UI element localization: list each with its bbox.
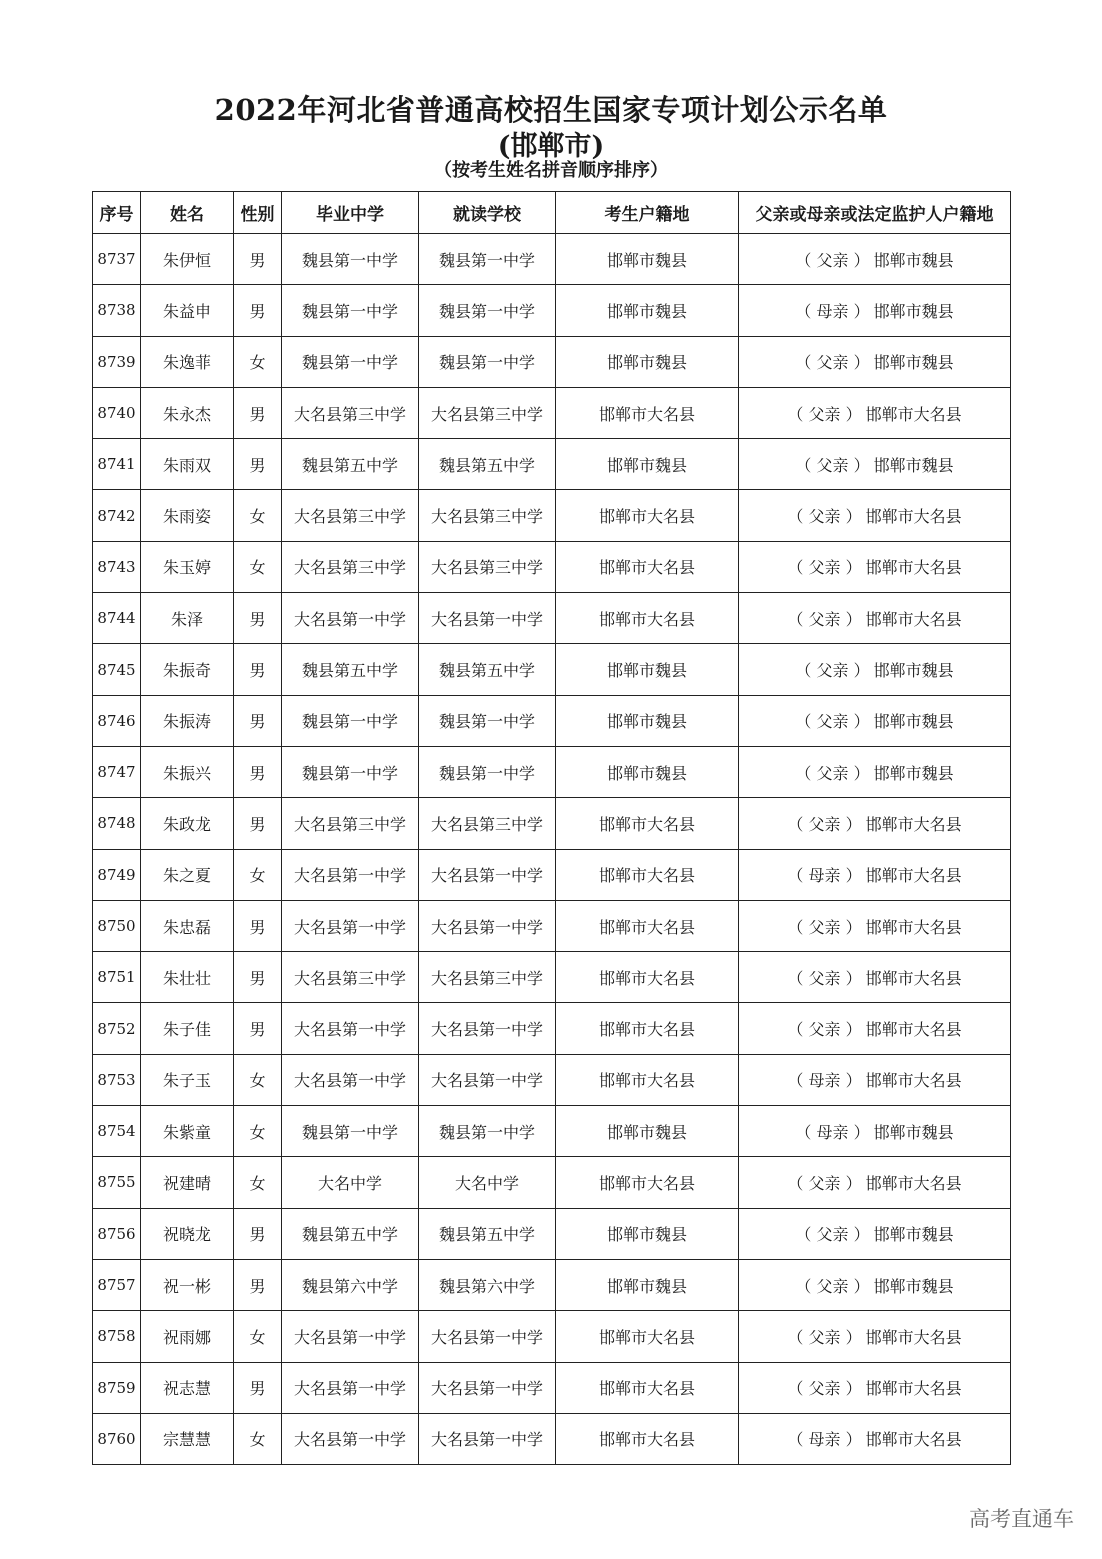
- cell-current-school: 魏县第一中学: [419, 746, 556, 797]
- cell-name: 祝一彬: [141, 1259, 234, 1310]
- header-current-school: 就读学校: [419, 192, 556, 234]
- guardian-hukou: 邯郸市大名县: [865, 404, 962, 424]
- table-row: [93, 593, 1011, 644]
- cell-current-school: 魏县第六中学: [419, 1259, 556, 1310]
- cell-hukou: 邯郸市魏县: [556, 746, 739, 797]
- cell-guardian-hukou: [739, 1054, 1011, 1105]
- cell-current-school: 魏县第一中学: [419, 285, 556, 336]
- cell-hukou: 邯郸市大名县: [556, 1311, 739, 1362]
- guardian-hukou: 邯郸市大名县: [865, 1020, 962, 1040]
- cell-no: 8739: [93, 336, 141, 387]
- cell-guardian-hukou: [739, 900, 1011, 951]
- cell-hukou: 邯郸市魏县: [556, 234, 739, 285]
- cell-hukou: 邯郸市大名县: [556, 387, 739, 438]
- cell-grad-school: 大名县第三中学: [282, 387, 419, 438]
- cell-gender: 女: [234, 541, 282, 592]
- cell-current-school: 大名县第三中学: [419, 387, 556, 438]
- cell-gender: 男: [234, 900, 282, 951]
- cell-guardian-hukou: [739, 593, 1011, 644]
- cell-gender: 女: [234, 1413, 282, 1464]
- cell-name: 朱永杰: [141, 387, 234, 438]
- guardian-hukou: 邯郸市大名县: [865, 1173, 962, 1193]
- cell-no: 8745: [93, 644, 141, 695]
- cell-gender: 女: [234, 336, 282, 387]
- header-name: 姓名: [141, 192, 234, 234]
- cell-hukou: 邯郸市魏县: [556, 439, 739, 490]
- cell-hukou: 邯郸市大名县: [556, 798, 739, 849]
- guardian-relation: （ 父亲 ）: [787, 1020, 862, 1040]
- cell-gender: 男: [234, 234, 282, 285]
- guardian-relation: （ 父亲 ）: [787, 1173, 862, 1193]
- cell-grad-school: 大名县第三中学: [282, 798, 419, 849]
- cell-grad-school: 魏县第一中学: [282, 234, 419, 285]
- document-title: 2022年河北省普通高校招生国家专项计划公示名单: [214, 93, 888, 127]
- cell-hukou: 邯郸市大名县: [556, 1054, 739, 1105]
- guardian-hukou: 邯郸市大名县: [865, 1379, 962, 1399]
- cell-guardian-hukou: [739, 1208, 1011, 1259]
- cell-name: 朱之夏: [141, 849, 234, 900]
- cell-gender: 女: [234, 1106, 282, 1157]
- guardian-hukou: 邯郸市魏县: [873, 661, 954, 681]
- table-row: [93, 336, 1011, 387]
- cell-grad-school: 大名县第一中学: [282, 593, 419, 644]
- guardian-hukou: 邯郸市大名县: [865, 609, 962, 629]
- cell-grad-school: 大名县第一中学: [282, 1413, 419, 1464]
- cell-name: 朱雨姿: [141, 490, 234, 541]
- cell-current-school: 魏县第一中学: [419, 1106, 556, 1157]
- watermark: 高考直通车: [969, 1507, 1074, 1531]
- cell-name: 祝建晴: [141, 1157, 234, 1208]
- cell-current-school: 大名县第一中学: [419, 900, 556, 951]
- guardian-relation: （ 父亲 ）: [787, 968, 862, 988]
- guardian-relation: （ 父亲 ）: [787, 507, 862, 527]
- header-no: 序号: [93, 192, 141, 234]
- cell-grad-school: 大名县第一中学: [282, 1362, 419, 1413]
- cell-current-school: 大名县第三中学: [419, 952, 556, 1003]
- cell-name: 祝晓龙: [141, 1208, 234, 1259]
- cell-grad-school: 魏县第一中学: [282, 1106, 419, 1157]
- cell-gender: 女: [234, 1054, 282, 1105]
- cell-name: 朱益申: [141, 285, 234, 336]
- guardian-relation: （ 父亲 ）: [795, 250, 870, 270]
- cell-current-school: 大名县第三中学: [419, 541, 556, 592]
- cell-guardian-hukou: [739, 1413, 1011, 1464]
- cell-hukou: 邯郸市魏县: [556, 336, 739, 387]
- table-row: [93, 695, 1011, 746]
- table-row: [93, 541, 1011, 592]
- cell-no: 8752: [93, 1003, 141, 1054]
- guardian-relation: （ 父亲 ）: [795, 1276, 870, 1296]
- guardian-relation: （ 父亲 ）: [787, 1327, 862, 1347]
- cell-hukou: 邯郸市魏县: [556, 1106, 739, 1157]
- cell-gender: 男: [234, 952, 282, 1003]
- cell-gender: 男: [234, 1259, 282, 1310]
- cell-guardian-hukou: [739, 234, 1011, 285]
- cell-name: 朱振奇: [141, 644, 234, 695]
- cell-no: 8754: [93, 1106, 141, 1157]
- cell-no: 8751: [93, 952, 141, 1003]
- cell-guardian-hukou: [739, 695, 1011, 746]
- cell-no: 8742: [93, 490, 141, 541]
- cell-gender: 男: [234, 798, 282, 849]
- guardian-relation: （ 父亲 ）: [795, 763, 870, 783]
- cell-current-school: 大名县第一中学: [419, 1413, 556, 1464]
- cell-current-school: 大名县第一中学: [419, 849, 556, 900]
- guardian-hukou: 邯郸市大名县: [865, 1327, 962, 1347]
- cell-current-school: 大名县第一中学: [419, 1362, 556, 1413]
- cell-guardian-hukou: [739, 746, 1011, 797]
- guardian-relation: （ 母亲 ）: [787, 1071, 862, 1091]
- header-hukou: 考生户籍地: [556, 192, 739, 234]
- cell-gender: 男: [234, 695, 282, 746]
- cell-hukou: 邯郸市大名县: [556, 490, 739, 541]
- cell-hukou: 邯郸市魏县: [556, 1208, 739, 1259]
- cell-guardian-hukou: [739, 952, 1011, 1003]
- table-row: [93, 798, 1011, 849]
- guardian-hukou: 邯郸市大名县: [865, 866, 962, 886]
- guardian-hukou: 邯郸市大名县: [865, 1071, 962, 1091]
- cell-grad-school: 大名县第三中学: [282, 952, 419, 1003]
- table-row: [93, 849, 1011, 900]
- guardian-hukou: 邯郸市魏县: [873, 301, 954, 321]
- cell-current-school: 魏县第一中学: [419, 234, 556, 285]
- cell-no: 8740: [93, 387, 141, 438]
- guardian-relation: （ 母亲 ）: [795, 1122, 870, 1142]
- guardian-relation: （ 父亲 ）: [795, 1225, 870, 1245]
- table-row: [93, 1259, 1011, 1310]
- cell-gender: 女: [234, 490, 282, 541]
- table-row: [93, 746, 1011, 797]
- cell-name: 祝志慧: [141, 1362, 234, 1413]
- cell-no: 8746: [93, 695, 141, 746]
- cell-current-school: 魏县第五中学: [419, 644, 556, 695]
- table-row: [93, 1413, 1011, 1464]
- cell-grad-school: 魏县第五中学: [282, 439, 419, 490]
- cell-hukou: 邯郸市魏县: [556, 285, 739, 336]
- cell-no: 8757: [93, 1259, 141, 1310]
- cell-name: 宗慧慧: [141, 1413, 234, 1464]
- cell-hukou: 邯郸市大名县: [556, 849, 739, 900]
- table-row: [93, 1311, 1011, 1362]
- cell-no: 8753: [93, 1054, 141, 1105]
- cell-current-school: 魏县第五中学: [419, 439, 556, 490]
- cell-no: 8760: [93, 1413, 141, 1464]
- cell-hukou: 邯郸市大名县: [556, 1157, 739, 1208]
- guardian-hukou: 邯郸市魏县: [873, 712, 954, 732]
- guardian-relation: （ 父亲 ）: [787, 404, 862, 424]
- cell-hukou: 邯郸市大名县: [556, 952, 739, 1003]
- cell-guardian-hukou: [739, 1259, 1011, 1310]
- table-row: [93, 644, 1011, 695]
- guardian-hukou: 邯郸市大名县: [865, 507, 962, 527]
- cell-current-school: 大名县第一中学: [419, 1003, 556, 1054]
- cell-name: 朱紫童: [141, 1106, 234, 1157]
- cell-grad-school: 魏县第一中学: [282, 336, 419, 387]
- guardian-hukou: 邯郸市魏县: [873, 763, 954, 783]
- cell-current-school: 大名县第一中学: [419, 1311, 556, 1362]
- guardian-relation: （ 父亲 ）: [787, 558, 862, 578]
- cell-current-school: 大名县第三中学: [419, 798, 556, 849]
- cell-hukou: 邯郸市大名县: [556, 1362, 739, 1413]
- cell-grad-school: 大名县第一中学: [282, 1311, 419, 1362]
- guardian-hukou: 邯郸市大名县: [865, 558, 962, 578]
- cell-current-school: 魏县第一中学: [419, 695, 556, 746]
- cell-gender: 男: [234, 285, 282, 336]
- header-guardian-hukou: 父亲或母亲或法定监护人户籍地: [739, 192, 1011, 234]
- table-row: [93, 1054, 1011, 1105]
- cell-gender: 女: [234, 849, 282, 900]
- cell-grad-school: 魏县第六中学: [282, 1259, 419, 1310]
- document-note: （按考生姓名拼音顺序排序）: [434, 160, 668, 181]
- table-row: [93, 952, 1011, 1003]
- cell-name: 朱子佳: [141, 1003, 234, 1054]
- cell-guardian-hukou: [739, 1311, 1011, 1362]
- cell-guardian-hukou: [739, 1362, 1011, 1413]
- cell-no: 8737: [93, 234, 141, 285]
- cell-gender: 女: [234, 1157, 282, 1208]
- cell-hukou: 邯郸市魏县: [556, 644, 739, 695]
- cell-gender: 男: [234, 1362, 282, 1413]
- cell-name: 朱忠磊: [141, 900, 234, 951]
- table-header-row: [93, 192, 1011, 234]
- table-row: [93, 490, 1011, 541]
- cell-current-school: 大名县第三中学: [419, 490, 556, 541]
- cell-gender: 男: [234, 746, 282, 797]
- document-subtitle: (邯郸市): [497, 131, 605, 162]
- guardian-hukou: 邯郸市魏县: [873, 1276, 954, 1296]
- table-row: [93, 1208, 1011, 1259]
- table-row: [93, 1106, 1011, 1157]
- cell-gender: 男: [234, 644, 282, 695]
- cell-guardian-hukou: [739, 439, 1011, 490]
- cell-guardian-hukou: [739, 336, 1011, 387]
- guardian-relation: （ 母亲 ）: [795, 301, 870, 321]
- cell-grad-school: 大名县第三中学: [282, 541, 419, 592]
- cell-no: 8759: [93, 1362, 141, 1413]
- cell-gender: 男: [234, 1208, 282, 1259]
- guardian-relation: （ 父亲 ）: [787, 1379, 862, 1399]
- cell-grad-school: 魏县第一中学: [282, 285, 419, 336]
- cell-name: 朱玉婷: [141, 541, 234, 592]
- guardian-relation: （ 父亲 ）: [787, 917, 862, 937]
- cell-name: 朱政龙: [141, 798, 234, 849]
- guardian-relation: （ 母亲 ）: [787, 866, 862, 886]
- cell-no: 8756: [93, 1208, 141, 1259]
- cell-grad-school: 魏县第一中学: [282, 746, 419, 797]
- cell-current-school: 魏县第五中学: [419, 1208, 556, 1259]
- guardian-relation: （ 父亲 ）: [795, 712, 870, 732]
- cell-grad-school: 大名县第一中学: [282, 1054, 419, 1105]
- header-grad-school: 毕业中学: [282, 192, 419, 234]
- cell-guardian-hukou: [739, 541, 1011, 592]
- cell-no: 8749: [93, 849, 141, 900]
- guardian-relation: （ 父亲 ）: [795, 353, 870, 373]
- cell-name: 朱泽: [141, 593, 234, 644]
- cell-no: 8758: [93, 1311, 141, 1362]
- cell-no: 8738: [93, 285, 141, 336]
- guardian-hukou: 邯郸市魏县: [873, 455, 954, 475]
- cell-no: 8748: [93, 798, 141, 849]
- cell-gender: 男: [234, 593, 282, 644]
- cell-guardian-hukou: [739, 1157, 1011, 1208]
- cell-name: 朱振兴: [141, 746, 234, 797]
- cell-no: 8755: [93, 1157, 141, 1208]
- cell-name: 朱子玉: [141, 1054, 234, 1105]
- cell-guardian-hukou: [739, 849, 1011, 900]
- table-row: [93, 1157, 1011, 1208]
- cell-name: 朱逸菲: [141, 336, 234, 387]
- cell-name: 朱伊恒: [141, 234, 234, 285]
- cell-hukou: 邯郸市大名县: [556, 900, 739, 951]
- table-row: [93, 900, 1011, 951]
- cell-grad-school: 大名中学: [282, 1157, 419, 1208]
- cell-grad-school: 大名县第一中学: [282, 1003, 419, 1054]
- cell-no: 8741: [93, 439, 141, 490]
- guardian-hukou: 邯郸市大名县: [865, 814, 962, 834]
- cell-grad-school: 魏县第五中学: [282, 1208, 419, 1259]
- guardian-relation: （ 父亲 ）: [795, 661, 870, 681]
- cell-guardian-hukou: [739, 285, 1011, 336]
- cell-gender: 男: [234, 387, 282, 438]
- cell-no: 8747: [93, 746, 141, 797]
- cell-guardian-hukou: [739, 490, 1011, 541]
- guardian-hukou: 邯郸市大名县: [865, 1430, 962, 1450]
- cell-guardian-hukou: [739, 1106, 1011, 1157]
- cell-hukou: 邯郸市魏县: [556, 1259, 739, 1310]
- roster-table: [92, 191, 1011, 1465]
- header-gender: 性别: [234, 192, 282, 234]
- cell-grad-school: 大名县第三中学: [282, 490, 419, 541]
- table-row: [93, 234, 1011, 285]
- guardian-relation: （ 父亲 ）: [787, 609, 862, 629]
- cell-grad-school: 大名县第一中学: [282, 849, 419, 900]
- cell-guardian-hukou: [739, 798, 1011, 849]
- cell-hukou: 邯郸市大名县: [556, 593, 739, 644]
- cell-grad-school: 魏县第五中学: [282, 644, 419, 695]
- guardian-relation: （ 母亲 ）: [787, 1430, 862, 1450]
- cell-gender: 男: [234, 1003, 282, 1054]
- cell-guardian-hukou: [739, 387, 1011, 438]
- cell-guardian-hukou: [739, 644, 1011, 695]
- cell-gender: 女: [234, 1311, 282, 1362]
- table-row: [93, 285, 1011, 336]
- cell-hukou: 邯郸市大名县: [556, 1003, 739, 1054]
- cell-grad-school: 魏县第一中学: [282, 695, 419, 746]
- guardian-relation: （ 父亲 ）: [787, 814, 862, 834]
- cell-current-school: 大名县第一中学: [419, 593, 556, 644]
- cell-hukou: 邯郸市大名县: [556, 541, 739, 592]
- guardian-hukou: 邯郸市魏县: [873, 250, 954, 270]
- cell-hukou: 邯郸市魏县: [556, 695, 739, 746]
- guardian-hukou: 邯郸市魏县: [873, 353, 954, 373]
- cell-guardian-hukou: [739, 1003, 1011, 1054]
- guardian-hukou: 邯郸市大名县: [865, 968, 962, 988]
- cell-current-school: 大名县第一中学: [419, 1054, 556, 1105]
- guardian-hukou: 邯郸市魏县: [873, 1122, 954, 1142]
- guardian-hukou: 邯郸市魏县: [873, 1225, 954, 1245]
- cell-current-school: 大名中学: [419, 1157, 556, 1208]
- guardian-hukou: 邯郸市大名县: [865, 917, 962, 937]
- cell-no: 8743: [93, 541, 141, 592]
- cell-name: 朱壮壮: [141, 952, 234, 1003]
- table-row: [93, 387, 1011, 438]
- table-row: [93, 1003, 1011, 1054]
- cell-no: 8744: [93, 593, 141, 644]
- guardian-relation: （ 父亲 ）: [795, 455, 870, 475]
- cell-name: 朱振涛: [141, 695, 234, 746]
- cell-name: 祝雨娜: [141, 1311, 234, 1362]
- cell-no: 8750: [93, 900, 141, 951]
- table-row: [93, 1362, 1011, 1413]
- table-row: [93, 439, 1011, 490]
- cell-current-school: 魏县第一中学: [419, 336, 556, 387]
- cell-grad-school: 大名县第一中学: [282, 900, 419, 951]
- cell-name: 朱雨双: [141, 439, 234, 490]
- cell-gender: 男: [234, 439, 282, 490]
- cell-hukou: 邯郸市大名县: [556, 1413, 739, 1464]
